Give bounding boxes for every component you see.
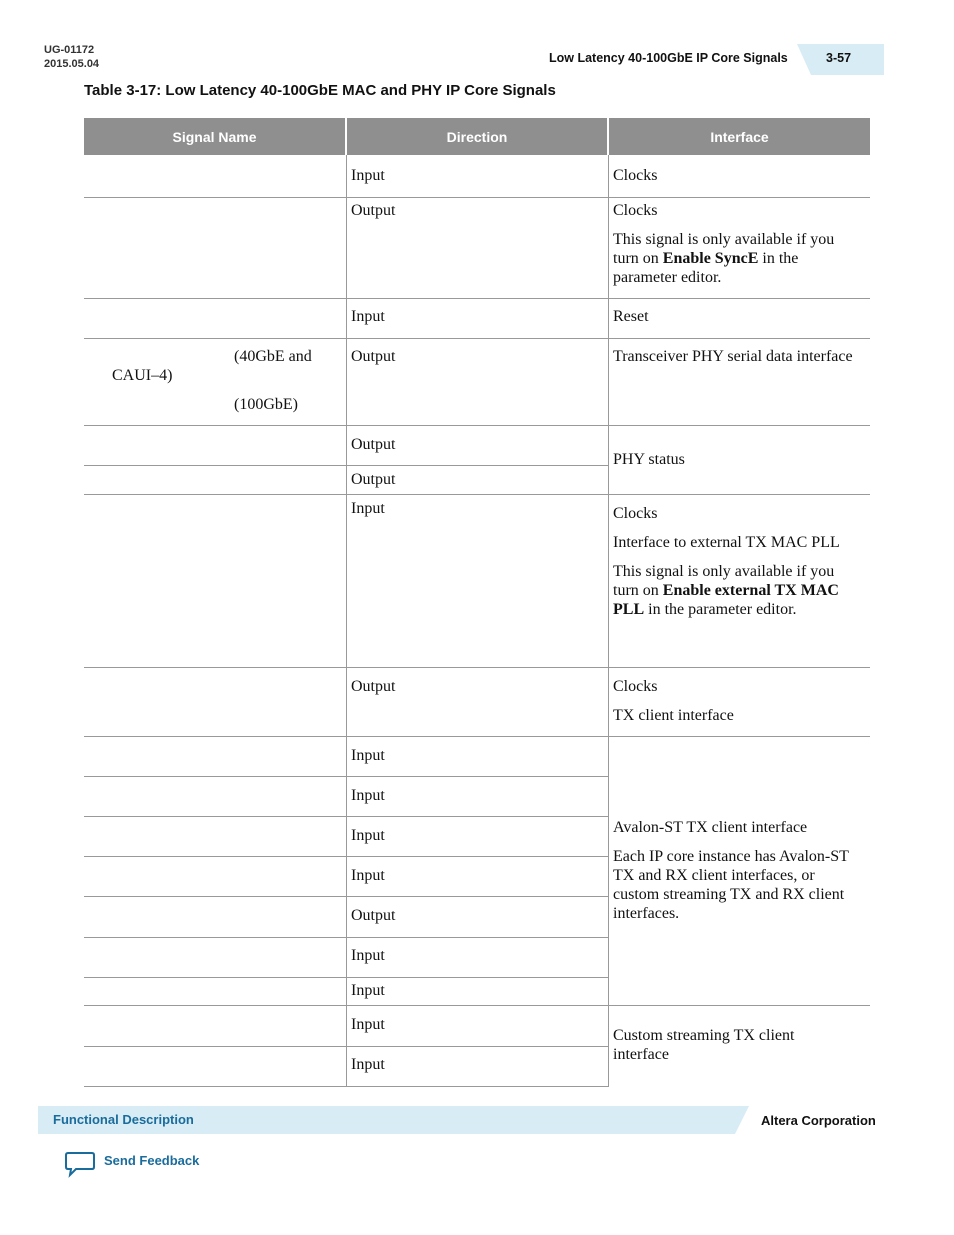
direction-cell: Input xyxy=(351,167,385,184)
direction-cell: Input xyxy=(351,1016,385,1033)
note-text: in the parameter editor. xyxy=(613,250,799,286)
direction-cell: Output xyxy=(351,436,396,453)
doc-date: 2015.05.04 xyxy=(44,58,100,70)
row-divider xyxy=(84,736,870,737)
row-divider xyxy=(84,1046,608,1047)
row-divider xyxy=(84,425,870,426)
interface-text: Clocks xyxy=(613,167,658,184)
interface-text: Interface to external TX MAC PLL xyxy=(613,534,840,551)
row-divider xyxy=(84,776,608,777)
row-divider xyxy=(84,1005,870,1006)
interface-cell xyxy=(613,166,853,185)
row-divider xyxy=(84,465,608,466)
header-direction: Direction xyxy=(347,118,607,155)
doc-id: UG-01172 xyxy=(44,44,95,56)
feedback-icon[interactable] xyxy=(64,1150,96,1178)
table-bottom-border xyxy=(84,1086,608,1087)
direction-cell: Input xyxy=(351,982,385,999)
header-interface: Interface xyxy=(609,118,870,155)
row-divider xyxy=(84,338,870,339)
direction-cell: Input xyxy=(351,308,385,325)
direction-cell: Output xyxy=(351,907,396,924)
row-divider xyxy=(84,667,870,668)
direction-cell: Input xyxy=(351,500,385,517)
note-text: This signal is only available if you turn on xyxy=(613,563,835,599)
interface-note xyxy=(613,562,853,619)
interface-cell xyxy=(613,201,853,287)
interface-cell xyxy=(613,677,853,725)
interface-text: Clocks xyxy=(613,678,658,695)
direction-cell: Output xyxy=(351,471,396,488)
interface-text: PHY status xyxy=(613,451,685,468)
interface-text: Avalon-ST TX client interface xyxy=(613,819,808,836)
section-title: Low Latency 40-100GbE IP Core Signals xyxy=(549,51,788,65)
send-feedback-link[interactable]: Send Feedback xyxy=(104,1153,200,1168)
row-divider xyxy=(84,197,870,198)
row-divider xyxy=(84,298,870,299)
interface-cell xyxy=(613,504,853,619)
direction-cell: Output xyxy=(351,348,396,365)
interface-note xyxy=(613,230,853,287)
note-option-name: Enable external TX MAC PLL xyxy=(613,582,839,618)
direction-cell: Output xyxy=(351,678,396,695)
row-divider xyxy=(84,856,608,857)
direction-cell: Input xyxy=(351,947,385,964)
note-option-name: Enable SyncE xyxy=(662,250,759,267)
signal-name-fragment: (40GbE and xyxy=(234,348,312,365)
interface-text: Clocks xyxy=(613,505,658,522)
direction-cell: Input xyxy=(351,747,385,764)
note-text: in the parameter editor. xyxy=(644,601,797,618)
interface-cell xyxy=(613,818,853,923)
interface-text: Reset xyxy=(613,308,649,325)
interface-cell xyxy=(613,347,853,366)
direction-cell: Input xyxy=(351,827,385,844)
row-divider xyxy=(84,896,608,897)
interface-text: Transceiver PHY serial data interface xyxy=(613,348,853,365)
direction-cell: Input xyxy=(351,787,385,804)
interface-cell xyxy=(613,1026,853,1064)
signal-name-fragment: CAUI–4) xyxy=(112,367,173,384)
interface-cell xyxy=(613,307,853,326)
col-divider-2 xyxy=(608,155,609,1087)
direction-cell: Input xyxy=(351,867,385,884)
direction-cell: Output xyxy=(351,202,396,219)
row-divider xyxy=(84,977,608,978)
row-divider xyxy=(84,937,608,938)
page-number: 3-57 xyxy=(826,51,852,65)
interface-text: TX client interface xyxy=(613,707,734,724)
col-divider-1 xyxy=(346,155,347,1087)
interface-text: Each IP core instance has Avalon-ST TX and RX client interfaces, or custom streaming TX and RX client interfaces. xyxy=(613,848,849,922)
row-divider xyxy=(84,816,608,817)
interface-text: Clocks xyxy=(613,202,658,219)
doc-id-block xyxy=(44,43,99,71)
row-divider xyxy=(84,494,870,495)
interface-text: Custom streaming TX client interface xyxy=(613,1027,795,1063)
direction-cell: Input xyxy=(351,1056,385,1073)
table-caption: Table 3-17: Low Latency 40-100GbE MAC and PHY IP Core Signals xyxy=(84,82,556,99)
signal-name-fragment: (100GbE) xyxy=(234,396,298,413)
footer-section-link[interactable]: Functional Description xyxy=(53,1112,194,1127)
note-text: This signal is only available if you turn on xyxy=(613,231,835,267)
header-signal-name: Signal Name xyxy=(84,118,345,155)
interface-cell xyxy=(613,450,853,469)
footer-company: Altera Corporation xyxy=(761,1113,876,1128)
